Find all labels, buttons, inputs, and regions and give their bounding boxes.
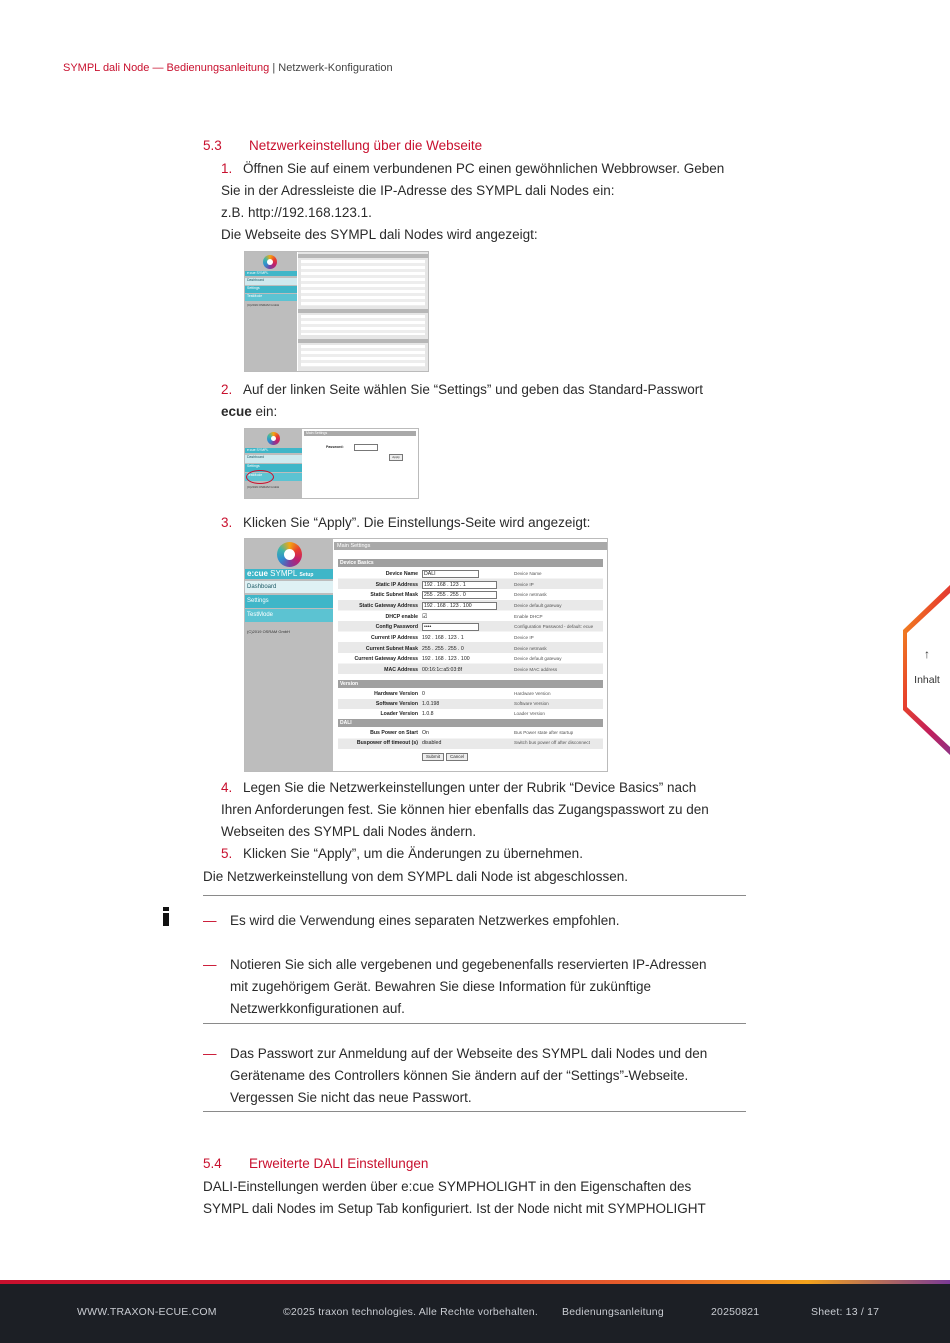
section-title: Erweiterte DALI Einstellungen bbox=[249, 1156, 429, 1171]
note-text: mit zugehörigem Gerät. Bewahren Sie diese Information für zukünftige bbox=[230, 979, 651, 994]
page-footer bbox=[0, 1280, 950, 1343]
step-number: 2. bbox=[221, 382, 233, 397]
dashboard-panels bbox=[298, 252, 428, 371]
current-ip-value: 192 . 168 . 123 . 1 bbox=[422, 635, 464, 641]
field-desc: Hardware Version bbox=[514, 691, 551, 696]
breadcrumb-section[interactable]: Netzwerk-Konfiguration bbox=[278, 62, 393, 74]
buspower-timeout-value: disabled bbox=[422, 740, 442, 746]
password-label: Password: bbox=[326, 445, 344, 449]
divider bbox=[203, 1111, 746, 1112]
screenshot-sidebar bbox=[245, 539, 333, 771]
current-gateway-value: 192 . 168 . 123 . 100 bbox=[422, 656, 470, 662]
note-3 bbox=[203, 1043, 748, 1109]
dhcp-checkbox[interactable]: ☑ bbox=[422, 614, 428, 620]
footer-date: 20250821 bbox=[711, 1306, 760, 1318]
field-desc: Loader Version bbox=[514, 711, 545, 716]
cancel-button[interactable]: Cancel bbox=[446, 753, 468, 761]
section-5-4-body bbox=[203, 1176, 748, 1220]
field-label: Loader Version bbox=[380, 711, 418, 717]
step-text: Öffnen Sie auf einem verbundenen PC einen gewöhnlichen Webbrowser. Geben bbox=[243, 161, 725, 176]
static-ip-input[interactable]: 192 . 168 . 123 . 1 bbox=[422, 581, 497, 589]
nav-dashboard[interactable]: Dashboard bbox=[245, 455, 302, 463]
step-text: Die Webseite des SYMPL dali Nodes wird angezeigt: bbox=[221, 227, 538, 242]
breadcrumb-separator: | bbox=[269, 62, 279, 74]
arrow-up-icon: ↑ bbox=[924, 647, 930, 661]
step-number: 1. bbox=[221, 161, 233, 176]
section-heading-5-3 bbox=[203, 138, 482, 153]
field-label: Device Name bbox=[385, 571, 418, 577]
field-desc: Enable DHCP bbox=[514, 614, 543, 619]
screenshot-sidebar bbox=[245, 429, 302, 498]
completion-text: Die Netzwerkeinstellung von dem SYMPL dali Node ist abgeschlossen. bbox=[203, 869, 628, 884]
static-subnet-input[interactable]: 255 . 255 . 255 . 0 bbox=[422, 591, 497, 599]
section-number: 5.4 bbox=[203, 1156, 222, 1171]
settings-highlight-circle bbox=[246, 470, 274, 484]
toc-tab[interactable] bbox=[903, 585, 950, 755]
footer-stripe bbox=[0, 1280, 950, 1284]
ecue-logo-icon bbox=[263, 255, 277, 269]
login-panel bbox=[302, 429, 418, 498]
step-3 bbox=[221, 512, 761, 534]
loader-version-value: 1.0.8 bbox=[422, 711, 434, 717]
field-label: Software Version bbox=[375, 701, 418, 707]
nav-dashboard[interactable]: Dashboard bbox=[245, 278, 297, 285]
mac-address-value: 00:16:1c:a5:03:8f bbox=[422, 667, 463, 673]
field-label: Bus Power on Start bbox=[370, 730, 418, 736]
main-settings-screenshot bbox=[244, 538, 608, 772]
screenshot-copyright: (C)2019 OSRAM GmbH bbox=[247, 303, 280, 307]
default-password: ecue bbox=[221, 404, 252, 419]
screenshot-brand: e:cue SYMPL bbox=[245, 271, 297, 276]
toc-tab-label: Inhalt bbox=[914, 674, 940, 686]
section-number: 5.3 bbox=[203, 138, 222, 153]
screenshot-copyright: (C)2019 OSRAM GmbH bbox=[247, 629, 290, 634]
footer-website[interactable]: WWW.TRAXON-ECUE.COM bbox=[77, 1306, 217, 1318]
bus-power-value: On bbox=[422, 730, 429, 736]
screenshot-copyright: (C)2019 OSRAM GmbH bbox=[247, 485, 280, 489]
dali-header: DALI bbox=[338, 719, 603, 727]
ecue-logo-icon bbox=[277, 542, 302, 567]
step-text: Sie in der Adressleiste die IP-Adresse des SYMPL dali Nodes ein: bbox=[221, 183, 615, 198]
screenshot-brand: e:cue SYMPL Setup bbox=[245, 569, 333, 579]
step-2 bbox=[221, 379, 761, 423]
step-number: 3. bbox=[221, 515, 233, 530]
submit-button[interactable]: Submit bbox=[422, 753, 444, 761]
nav-dashboard[interactable]: Dashboard bbox=[245, 581, 333, 593]
dashboard-screenshot bbox=[244, 251, 429, 372]
nav-testmode[interactable]: TestMode bbox=[245, 473, 302, 481]
device-basics-table bbox=[338, 568, 603, 679]
dali-table bbox=[338, 728, 603, 749]
step-text: Webseiten des SYMPL dali Nodes ändern. bbox=[221, 824, 477, 839]
config-password-input[interactable]: •••• bbox=[422, 623, 479, 631]
step-number: 4. bbox=[221, 780, 233, 795]
step-text: Klicken Sie “Apply”, um die Änderungen zu übernehmen. bbox=[243, 846, 583, 861]
note-text: Das Passwort zur Anmeldung auf der Webseite des SYMPL dali Nodes und den bbox=[230, 1046, 708, 1061]
field-desc: Switch bus power off after disconnect bbox=[514, 740, 591, 745]
field-label: DHCP enable bbox=[385, 614, 418, 620]
device-basics-header: Device Basics bbox=[338, 559, 603, 567]
main-settings-bar: Main Settings bbox=[334, 542, 607, 550]
hardware-version-value: 0 bbox=[422, 691, 425, 697]
screenshot-sidebar bbox=[245, 252, 297, 371]
field-desc: Device netmask bbox=[514, 592, 547, 597]
apply-button[interactable]: Apply bbox=[389, 454, 403, 461]
device-name-input[interactable]: DALI bbox=[422, 570, 479, 578]
footer-doctype: Bedienungsanleitung bbox=[562, 1306, 664, 1318]
version-header: Version bbox=[338, 680, 603, 688]
password-input[interactable] bbox=[354, 444, 378, 451]
step-text: Legen Sie die Netzwerkeinstellungen unter der Rubrik “Device Basics” nach bbox=[243, 780, 697, 795]
field-desc: Configuration Password - default: ecue bbox=[514, 624, 594, 629]
step-text: Klicken Sie “Apply”. Die Einstellungs-Seite wird angezeigt: bbox=[243, 515, 591, 530]
software-version-value: 1.0.198 bbox=[422, 701, 440, 707]
info-icon bbox=[162, 907, 170, 927]
note-text: Vergessen Sie nicht das neue Passwort. bbox=[230, 1090, 472, 1105]
dash-bullet: — bbox=[203, 913, 217, 928]
field-desc: Software Version bbox=[514, 701, 549, 706]
note-text: Netzwerkkonfigurationen auf. bbox=[230, 1001, 405, 1016]
field-label: Buspower off timeout (s) bbox=[356, 740, 418, 746]
note-text: Es wird die Verwendung eines separaten Netzwerkes empfohlen. bbox=[230, 913, 620, 928]
body-text: SYMPL dali Nodes im Setup Tab konfiguriert. Ist der Node nicht mit SYMPHOLIGHT bbox=[203, 1201, 706, 1216]
settings-main bbox=[334, 539, 607, 771]
note-text: Gerätename des Controllers können Sie ändern auf der “Settings”-Webseite. bbox=[230, 1068, 689, 1083]
note-text: Notieren Sie sich alle vergebenen und gegebenenfalls reservierten IP-Adressen bbox=[230, 957, 707, 972]
main-settings-bar: Main Settings bbox=[304, 431, 416, 436]
field-label: Config Password bbox=[375, 624, 418, 630]
footer-copyright: ©2025 traxon technologies. Alle Rechte vorbehalten. bbox=[283, 1306, 538, 1318]
static-gateway-input[interactable]: 192 . 168 . 123 . 100 bbox=[422, 602, 497, 610]
field-desc: Device default gateway bbox=[514, 603, 562, 608]
field-label: Hardware Version bbox=[374, 691, 418, 697]
field-label: Static IP Address bbox=[375, 582, 418, 588]
field-label: Current Gateway Address bbox=[354, 656, 418, 662]
breadcrumb-doc[interactable]: SYMPL dali Node — Bedienungsanleitung bbox=[63, 62, 270, 74]
nav-settings[interactable]: Settings bbox=[245, 595, 333, 608]
nav-testmode[interactable]: TestMode bbox=[245, 609, 333, 622]
ecue-logo-icon bbox=[267, 432, 280, 445]
screenshot-brand: e:cue SYMPL bbox=[245, 448, 302, 453]
field-desc: Bus Power state after startup bbox=[514, 730, 574, 735]
version-table bbox=[338, 689, 603, 719]
note-2 bbox=[203, 954, 748, 1020]
step-text: Ihren Anforderungen fest. Sie können hier ebenfalls das Zugangspasswort zu den bbox=[221, 802, 709, 817]
toc-tab-shape bbox=[903, 585, 950, 755]
step-text: ein: bbox=[251, 404, 278, 419]
nav-settings[interactable]: Settings bbox=[245, 464, 302, 472]
field-label: Current IP Address bbox=[371, 635, 418, 641]
field-desc: Device default gateway bbox=[514, 656, 562, 661]
field-label: Current Subnet Mask bbox=[365, 646, 418, 652]
section-title: Netzwerkeinstellung über die Webseite bbox=[249, 138, 483, 153]
step-4 bbox=[221, 777, 761, 865]
step-1 bbox=[221, 158, 761, 246]
settings-login-screenshot bbox=[244, 428, 419, 499]
dash-bullet: — bbox=[203, 1046, 217, 1061]
dash-bullet: — bbox=[203, 957, 217, 972]
field-desc: Device MAC address bbox=[514, 667, 558, 672]
step-example-url: z.B. http://192.168.123.1. bbox=[221, 205, 372, 220]
current-subnet-value: 255 . 255 . 255 . 0 bbox=[422, 646, 464, 652]
field-label: Static Subnet Mask bbox=[370, 592, 418, 598]
divider bbox=[203, 1023, 746, 1024]
field-desc: Device IP bbox=[514, 582, 534, 587]
breadcrumb bbox=[63, 62, 393, 74]
step-number: 5. bbox=[221, 846, 233, 861]
note-1 bbox=[203, 910, 748, 932]
field-desc: Device Name bbox=[514, 571, 542, 576]
body-text: DALI-Einstellungen werden über e:cue SYMPHOLIGHT in den Eigenschaften des bbox=[203, 1179, 692, 1194]
field-label: MAC Address bbox=[384, 667, 418, 673]
divider bbox=[203, 895, 746, 896]
nav-settings[interactable]: Settings bbox=[245, 286, 297, 293]
field-label: Static Gateway Address bbox=[359, 603, 418, 609]
field-desc: Device netmask bbox=[514, 646, 547, 651]
section-heading-5-4 bbox=[203, 1156, 428, 1171]
nav-testmode[interactable]: TestMode bbox=[245, 294, 297, 301]
footer-sheet: Sheet: 13 / 17 bbox=[811, 1306, 880, 1318]
field-desc: Device IP bbox=[514, 635, 534, 640]
step-text: Auf der linken Seite wählen Sie “Settings” und geben das Standard-Passwort bbox=[243, 382, 704, 397]
